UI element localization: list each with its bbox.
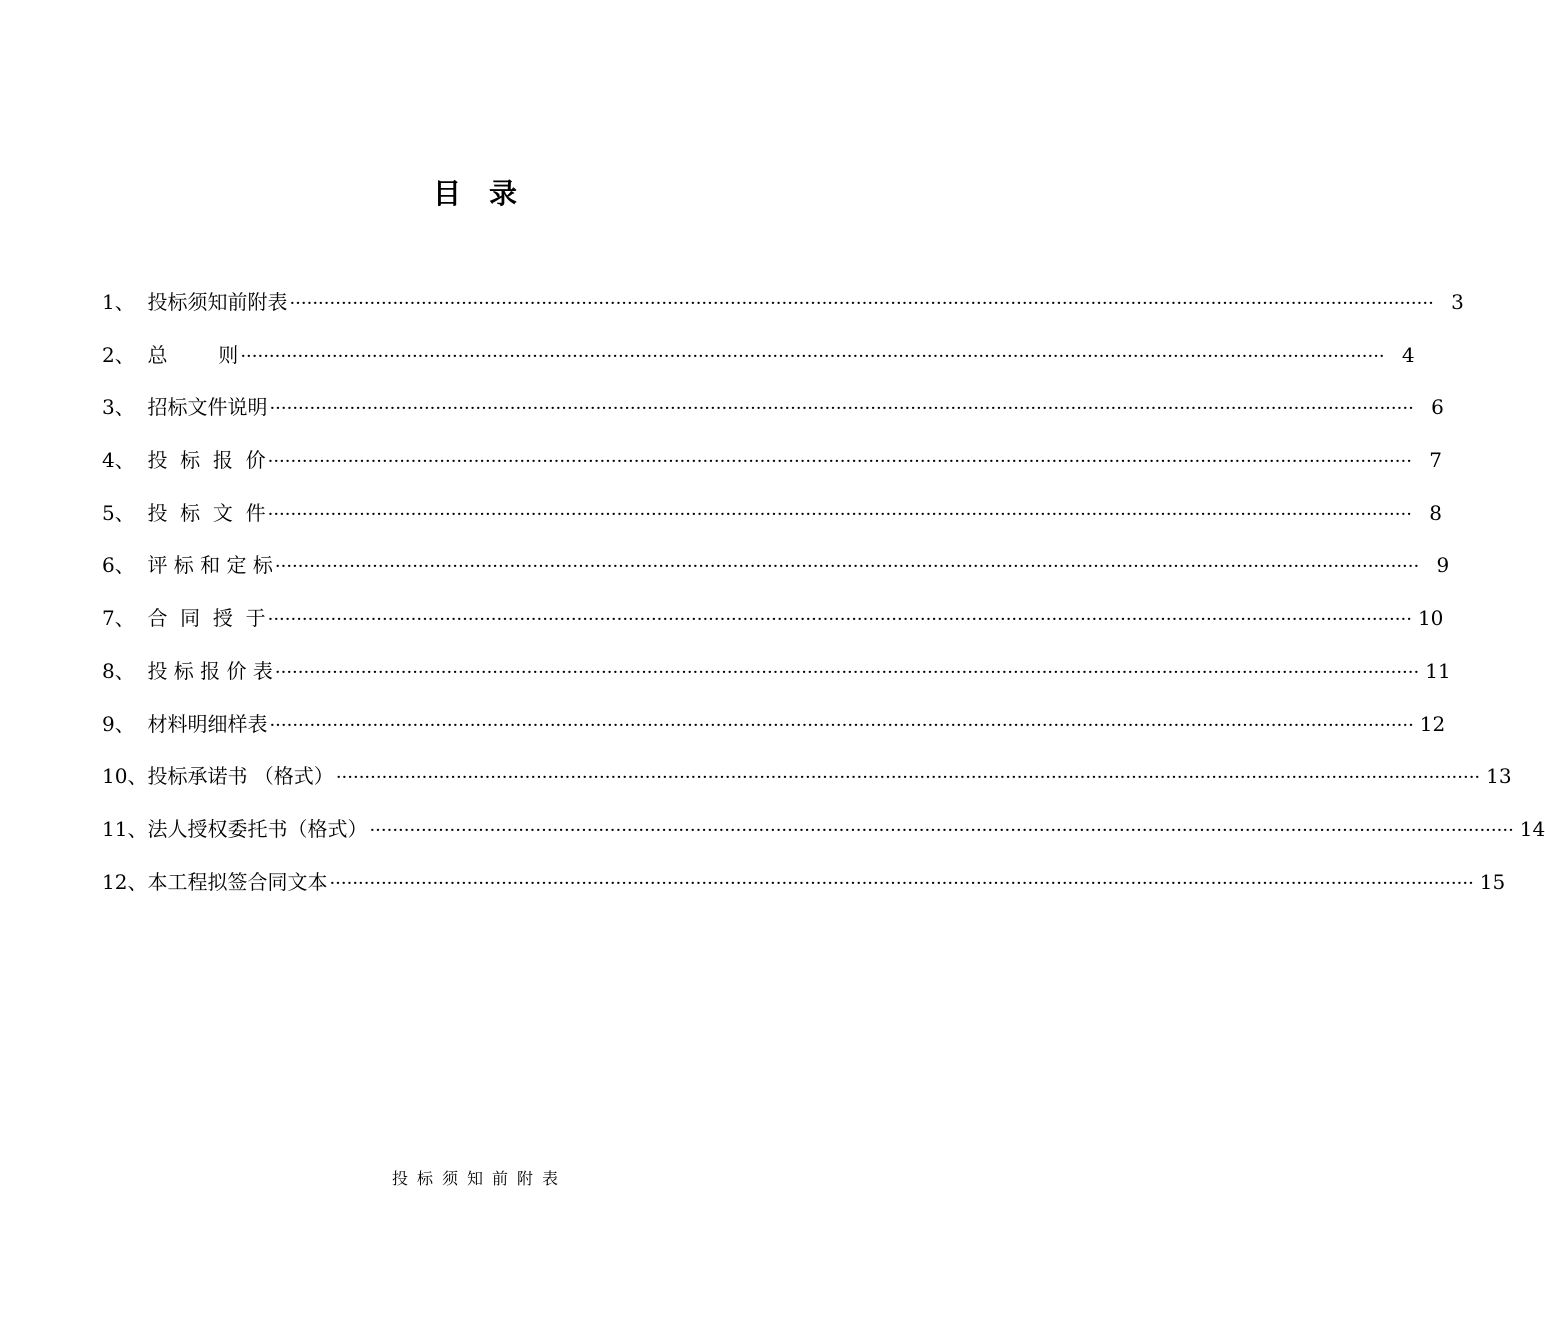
dot-leader: ········································································································································································································	[267, 609, 1412, 631]
toc-entry-page-number: 10	[1417, 606, 1444, 631]
toc-entry-page-number: 9	[1436, 553, 1450, 578]
dot-leader: ········································································································································································································	[269, 398, 1414, 420]
dot-leader: ········································································································································································································	[267, 451, 1412, 473]
toc-entry-page-number: 15	[1479, 869, 1506, 894]
toc-entry	[102, 387, 1444, 440]
table-of-contents	[102, 282, 1545, 914]
page-title: 目录	[432, 177, 545, 210]
toc-entry	[102, 493, 1442, 546]
dot-leader: ········································································································································································································	[240, 345, 1385, 367]
toc-entry-label: 11、法人授权委托书（格式）	[102, 816, 368, 841]
toc-entry-label: 5、 投 标 文 件	[102, 500, 266, 525]
dot-leader: ········································································································································································································	[335, 767, 1481, 789]
dot-leader: ········································································································································································································	[289, 293, 1434, 314]
toc-entry-label: 3、 招标文件说明	[102, 395, 268, 420]
toc-entry-page-number: 3	[1451, 290, 1464, 314]
toc-entry	[102, 756, 1512, 809]
toc-entry	[102, 809, 1545, 862]
toc-entry-label: 1、 投标须知前附表	[102, 290, 288, 314]
toc-entry	[102, 440, 1442, 493]
toc-entry-page-number: 4	[1401, 342, 1415, 367]
toc-entry-page-number: 14	[1519, 816, 1545, 841]
dot-leader: ········································································································································································································	[274, 556, 1420, 578]
dot-leader: ········································································································································································································	[369, 819, 1514, 841]
toc-entry-page-number: 6	[1431, 395, 1444, 420]
toc-entry-page-number: 7	[1429, 448, 1442, 473]
toc-entry-page-number: 13	[1486, 764, 1512, 789]
toc-entry	[102, 704, 1446, 757]
toc-entry	[102, 598, 1444, 651]
toc-entry-page-number: 11	[1425, 658, 1451, 683]
toc-entry	[102, 335, 1415, 388]
toc-entry-label: 8、 投 标 报 价 表	[102, 658, 273, 683]
toc-entry	[102, 651, 1451, 704]
toc-entry	[102, 862, 1506, 915]
dot-leader: ········································································································································································································	[269, 714, 1414, 736]
toc-entry-label: 6、 评 标 和 定 标	[102, 553, 273, 578]
toc-entry-page-number: 12	[1419, 711, 1446, 736]
toc-entry-label: 12、本工程拟签合同文本	[102, 869, 328, 894]
dot-leader: ········································································································································································································	[274, 661, 1420, 683]
toc-entry	[102, 545, 1450, 598]
toc-entry-label: 2、 总 则	[102, 342, 239, 367]
toc-entry-label: 7、 合 同 授 于	[102, 606, 266, 631]
toc-entry	[102, 282, 1464, 335]
dot-leader: ········································································································································································································	[329, 872, 1474, 894]
toc-entry-label: 4、 投 标 报 价	[102, 448, 266, 473]
dot-leader: ········································································································································································································	[267, 503, 1412, 525]
toc-entry-label: 10、投标承诺书 （格式）	[102, 764, 334, 789]
section-heading-footer: 投标须知前附表	[391, 1169, 567, 1188]
toc-entry-label: 9、 材料明细样表	[102, 711, 268, 736]
toc-entry-page-number: 8	[1429, 500, 1442, 525]
